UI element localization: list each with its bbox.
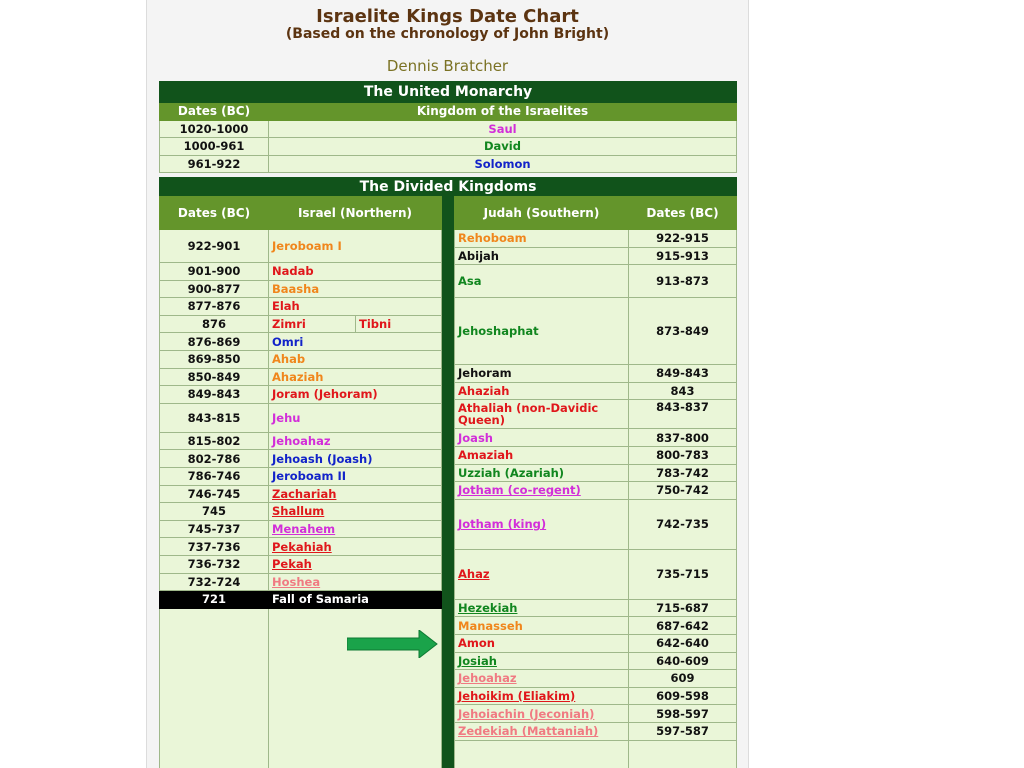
table-row [455, 687, 737, 705]
israel-date: 900-877 [160, 280, 269, 298]
judah-date: 849-843 [629, 365, 737, 383]
table-row [160, 403, 442, 432]
judah-date: 915-913 [629, 247, 737, 265]
judah-dates-header: Dates (BC) [629, 197, 737, 230]
judah-date: 750-742 [629, 482, 737, 500]
king-jehu: Jehu [269, 403, 442, 432]
united-kingdom-header: Kingdom of the Israelites [269, 103, 737, 121]
judah-date: 609-598 [629, 687, 737, 705]
king-jotham-link[interactable]: Jotham (king) [455, 499, 629, 549]
table-row [455, 382, 737, 400]
king-jehoiachin-link[interactable]: Jehoiachin (Jeconiah) [455, 705, 629, 723]
king-jehoram: Jehoram [455, 365, 629, 383]
israel-date: 876 [160, 315, 269, 333]
judah-date: 742-735 [629, 499, 737, 549]
table-row [160, 298, 442, 316]
israel-date: 901-900 [160, 263, 269, 281]
king-asa: Asa [455, 265, 629, 298]
judah-date: 609 [629, 670, 737, 688]
table-row [160, 315, 442, 333]
table-row [455, 670, 737, 688]
table-row [160, 386, 442, 404]
king-omri: Omri [269, 333, 442, 351]
king-josiah-link[interactable]: Josiah [455, 652, 629, 670]
king-hoshea-link[interactable]: Hoshea [269, 573, 442, 591]
king-joram: Joram (Jehoram) [269, 386, 442, 404]
judah-table [454, 196, 737, 768]
empty-cell [629, 740, 737, 768]
table-row [160, 503, 442, 521]
author-name: Dennis Bratcher [386, 57, 509, 75]
israel-date: 843-815 [160, 403, 269, 432]
judah-date: 837-800 [629, 429, 737, 447]
united-date: 1000-961 [160, 138, 269, 156]
king-ahaziah-judah: Ahaziah [455, 382, 629, 400]
king-nadab: Nadab [269, 263, 442, 281]
table-row [455, 247, 737, 265]
king-manasseh: Manasseh [455, 617, 629, 635]
israel-date: 876-869 [160, 333, 269, 351]
king-tibni: Tibni [356, 315, 442, 333]
judah-date: 783-742 [629, 464, 737, 482]
king-jehoash: Jehoash (Joash) [269, 450, 442, 468]
table-row [160, 280, 442, 298]
judah-date: 597-587 [629, 722, 737, 740]
king-ahab: Ahab [269, 350, 442, 368]
israel-date: 850-849 [160, 368, 269, 386]
israel-date: 737-736 [160, 538, 269, 556]
table-row [455, 617, 737, 635]
king-ahaz-link[interactable]: Ahaz [455, 549, 629, 599]
table-row [455, 482, 737, 500]
table-row [455, 652, 737, 670]
table-row [160, 555, 442, 573]
empty-row [455, 740, 737, 768]
israel-date: 869-850 [160, 350, 269, 368]
table-row [455, 230, 737, 248]
israel-date: 745 [160, 503, 269, 521]
king-jehoahaz-israel: Jehoahaz [269, 432, 442, 450]
king-joash: Joash [455, 429, 629, 447]
divided-kingdoms-title: The Divided Kingdoms [160, 178, 737, 196]
table-row [455, 400, 737, 429]
king-jehoahaz-judah-link[interactable]: Jehoahaz [455, 670, 629, 688]
king-shallum-link[interactable]: Shallum [269, 503, 442, 521]
judah-date: 800-783 [629, 446, 737, 464]
kingdom-divider [442, 196, 454, 768]
judah-date: 715-687 [629, 599, 737, 617]
table-row [160, 263, 442, 281]
israel-date: 877-876 [160, 298, 269, 316]
judah-date: 598-597 [629, 705, 737, 723]
israel-date: 802-786 [160, 450, 269, 468]
table-row [455, 499, 737, 549]
table-row [455, 599, 737, 617]
king-zachariah-link[interactable]: Zachariah [269, 485, 442, 503]
israel-date: 732-724 [160, 573, 269, 591]
king-saul: Saul [269, 120, 737, 138]
judah-date: 642-640 [629, 634, 737, 652]
king-abijah: Abijah [455, 247, 629, 265]
table-row [160, 155, 737, 173]
united-date: 961-922 [160, 155, 269, 173]
king-amaziah: Amaziah [455, 446, 629, 464]
table-row [160, 485, 442, 503]
united-dates-header: Dates (BC) [160, 103, 269, 121]
table-row [160, 591, 442, 609]
judah-date: 687-642 [629, 617, 737, 635]
table-row [160, 538, 442, 556]
table-row [160, 450, 442, 468]
king-jeroboam-i: Jeroboam I [269, 230, 442, 263]
israel-table [159, 196, 442, 768]
table-row [455, 634, 737, 652]
empty-cell [160, 608, 269, 768]
table-row [160, 138, 737, 156]
king-zimri: Zimri [269, 315, 356, 333]
king-pekahiah-link[interactable]: Pekahiah [269, 538, 442, 556]
table-row [160, 432, 442, 450]
table-row [455, 464, 737, 482]
table-row [160, 350, 442, 368]
divided-kingdoms-header [159, 177, 737, 196]
page-title: Israelite Kings Date Chart [316, 6, 579, 27]
king-hezekiah-link[interactable]: Hezekiah [455, 599, 629, 617]
table-row [160, 467, 442, 485]
judah-date: 843 [629, 382, 737, 400]
fall-of-samaria: Fall of Samaria [269, 591, 442, 609]
table-row [160, 230, 442, 263]
king-jotham-coregent-link[interactable]: Jotham (co-regent) [455, 482, 629, 500]
fall-date: 721 [160, 591, 269, 609]
king-jehoikim-link[interactable]: Jehoikim (Eliakim) [455, 687, 629, 705]
table-row [455, 705, 737, 723]
united-date: 1020-1000 [160, 120, 269, 138]
king-david: David [269, 138, 737, 156]
table-row [160, 520, 442, 538]
king-uzziah: Uzziah (Azariah) [455, 464, 629, 482]
judah-header: Judah (Southern) [455, 197, 629, 230]
judah-date: 873-849 [629, 298, 737, 365]
israel-date: 745-737 [160, 520, 269, 538]
table-row [455, 722, 737, 740]
king-elah: Elah [269, 298, 442, 316]
judah-date: 735-715 [629, 549, 737, 599]
king-pekah-link[interactable]: Pekah [269, 555, 442, 573]
document-page [146, 0, 749, 768]
israel-date: 849-843 [160, 386, 269, 404]
king-ahaziah-israel: Ahaziah [269, 368, 442, 386]
king-jehoshaphat: Jehoshaphat [455, 298, 629, 365]
king-amon: Amon [455, 634, 629, 652]
king-solomon: Solomon [269, 155, 737, 173]
table-row [160, 333, 442, 351]
table-row [455, 549, 737, 599]
table-row [455, 365, 737, 383]
king-zedekiah-link[interactable]: Zedekiah (Mattaniah) [455, 722, 629, 740]
king-rehoboam: Rehoboam [455, 230, 629, 248]
table-row [160, 573, 442, 591]
israel-date: 746-745 [160, 485, 269, 503]
table-row [455, 429, 737, 447]
table-row [455, 298, 737, 365]
table-row [455, 446, 737, 464]
king-menahem-link[interactable]: Menahem [269, 520, 442, 538]
empty-cell [455, 740, 629, 768]
israel-date: 815-802 [160, 432, 269, 450]
israel-dates-header: Dates (BC) [160, 197, 269, 230]
judah-date: 913-873 [629, 265, 737, 298]
israel-date: 922-901 [160, 230, 269, 263]
israel-date: 786-746 [160, 467, 269, 485]
queen-athaliah: Athaliah (non-Davidic Queen) [455, 400, 629, 429]
israel-header: Israel (Northern) [269, 197, 442, 230]
table-row [160, 368, 442, 386]
table-row [455, 265, 737, 298]
israel-date: 736-732 [160, 555, 269, 573]
united-monarchy-table [159, 81, 737, 173]
king-baasha: Baasha [269, 280, 442, 298]
judah-date: 843-837 [629, 400, 737, 429]
judah-date: 640-609 [629, 652, 737, 670]
table-row [160, 120, 737, 138]
king-jeroboam-ii: Jeroboam II [269, 467, 442, 485]
page-subtitle: (Based on the chronology of John Bright) [285, 26, 610, 42]
arrow-right-icon [347, 630, 439, 658]
judah-date: 922-915 [629, 230, 737, 248]
united-monarchy-title: The United Monarchy [160, 82, 737, 103]
